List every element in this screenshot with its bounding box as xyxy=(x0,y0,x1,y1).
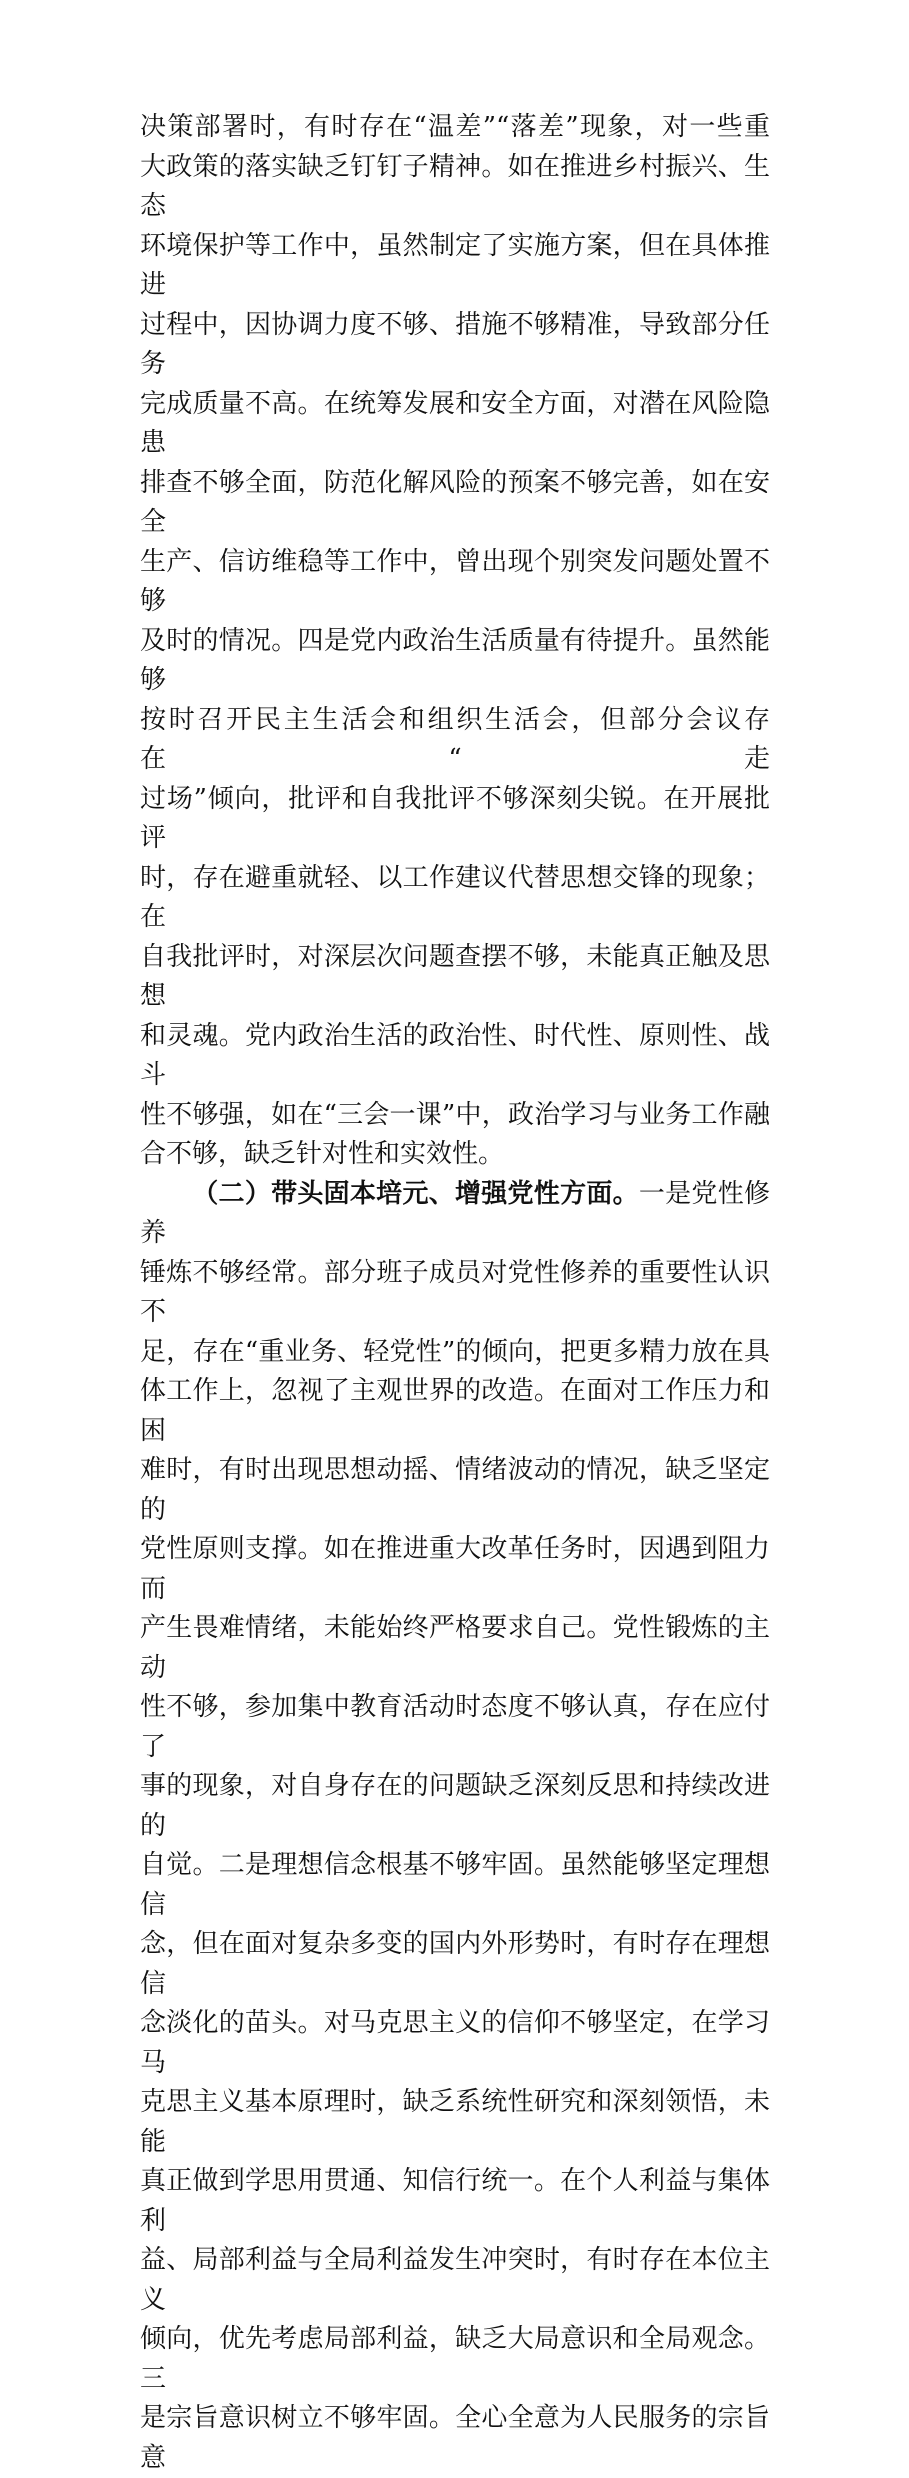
text-line: 决策部署时，有时存在“温差”“落差”现象，对一些重 xyxy=(140,112,770,142)
text-line: 性不够强，如在“三会一课”中，政治学习与业务工作融 xyxy=(140,1099,770,1130)
text-line: 足，存在“重业务、轻党性”的倾向，把更多精力放在具 xyxy=(140,1336,770,1367)
text-line: 过场”倾向，批评和自我批评不够深刻尖锐。在开展批评 xyxy=(140,783,770,853)
text-line: 合不够，缺乏针对性和实效性。 xyxy=(140,1139,505,1169)
text-line: 是宗旨意识树立不够牢固。全心全意为人民服务的宗旨意 xyxy=(140,2403,770,2473)
text-line: 事的现象，对自身存在的问题缺乏深刻反思和持续改进的 xyxy=(140,1771,770,1841)
text-line: 大政策的落实缺乏钉钉子精神。如在推进乡村振兴、生态 xyxy=(140,151,770,221)
text-line: 念，但在面对复杂多变的国内外形势时，有时存在理想信 xyxy=(140,1929,770,1999)
text-line: 益、局部利益与全局利益发生冲突时，有时存在本位主义 xyxy=(140,2245,770,2315)
text-line: 体工作上，忽视了主观世界的改造。在面对工作压力和困 xyxy=(140,1376,770,1446)
text-line: 锤炼不够经常。部分班子成员对党性修养的重要性认识不 xyxy=(140,1257,770,1327)
text-line: 环境保护等工作中，虽然制定了实施方案，但在具体推进 xyxy=(140,230,770,300)
text-line: 真正做到学思用贯通、知信行统一。在个人利益与集体利 xyxy=(140,2166,770,2236)
text-line: 和灵魂。党内政治生活的政治性、时代性、原则性、战斗 xyxy=(140,1020,770,1090)
text-line: 自我批评时，对深层次问题查摆不够，未能真正触及思想 xyxy=(140,941,770,1011)
text-line: 过程中，因协调力度不够、措施不够精准，导致部分任务 xyxy=(140,309,770,379)
text-line: 时，存在避重就轻、以工作建议代替思想交锋的现象；在 xyxy=(140,862,770,932)
text-line: 性不够，参加集中教育活动时态度不够认真，存在应付了 xyxy=(140,1692,770,1762)
section-heading: （二）带头固本培元、增强党性方面。 xyxy=(192,1178,639,1209)
section-heading-line xyxy=(140,1175,770,1254)
text-line: 克思主义基本原理时，缺乏系统性研究和深刻领悟，未能 xyxy=(140,2087,770,2157)
text-line: 生产、信访维稳等工作中，曾出现个别突发问题处置不够 xyxy=(140,546,770,616)
text-line: 念淡化的苗头。对马克思主义的信仰不够坚定，在学习马 xyxy=(140,2008,770,2078)
text-line: 按时召开民主生活会和组织生活会，但部分会议存在“走 xyxy=(140,704,770,774)
heading-line-rest: 一是党性修养 xyxy=(140,1178,770,1248)
text-line: 自觉。二是理想信念根基不够牢固。虽然能够坚定理想信 xyxy=(140,1850,770,1920)
text-line: 及时的情况。四是党内政治生活质量有待提升。虽然能够 xyxy=(140,625,770,695)
text-line: 产生畏难情绪，未能始终严格要求自己。党性锻炼的主动 xyxy=(140,1613,770,1683)
text-line: 难时，有时出现思想动摇、情绪波动的情况，缺乏坚定的 xyxy=(140,1455,770,1525)
text-line: 排查不够全面，防范化解风险的预案不够完善，如在安全 xyxy=(140,467,770,537)
text-line: 党性原则支撑。如在推进重大改革任务时，因遇到阻力而 xyxy=(140,1534,770,1604)
document-body xyxy=(140,108,770,2478)
text-line: 完成质量不高。在统筹发展和安全方面，对潜在风险隐患 xyxy=(140,388,770,458)
text-line: 倾向，优先考虑局部利益，缺乏大局意识和全局观念。三 xyxy=(140,2324,770,2394)
